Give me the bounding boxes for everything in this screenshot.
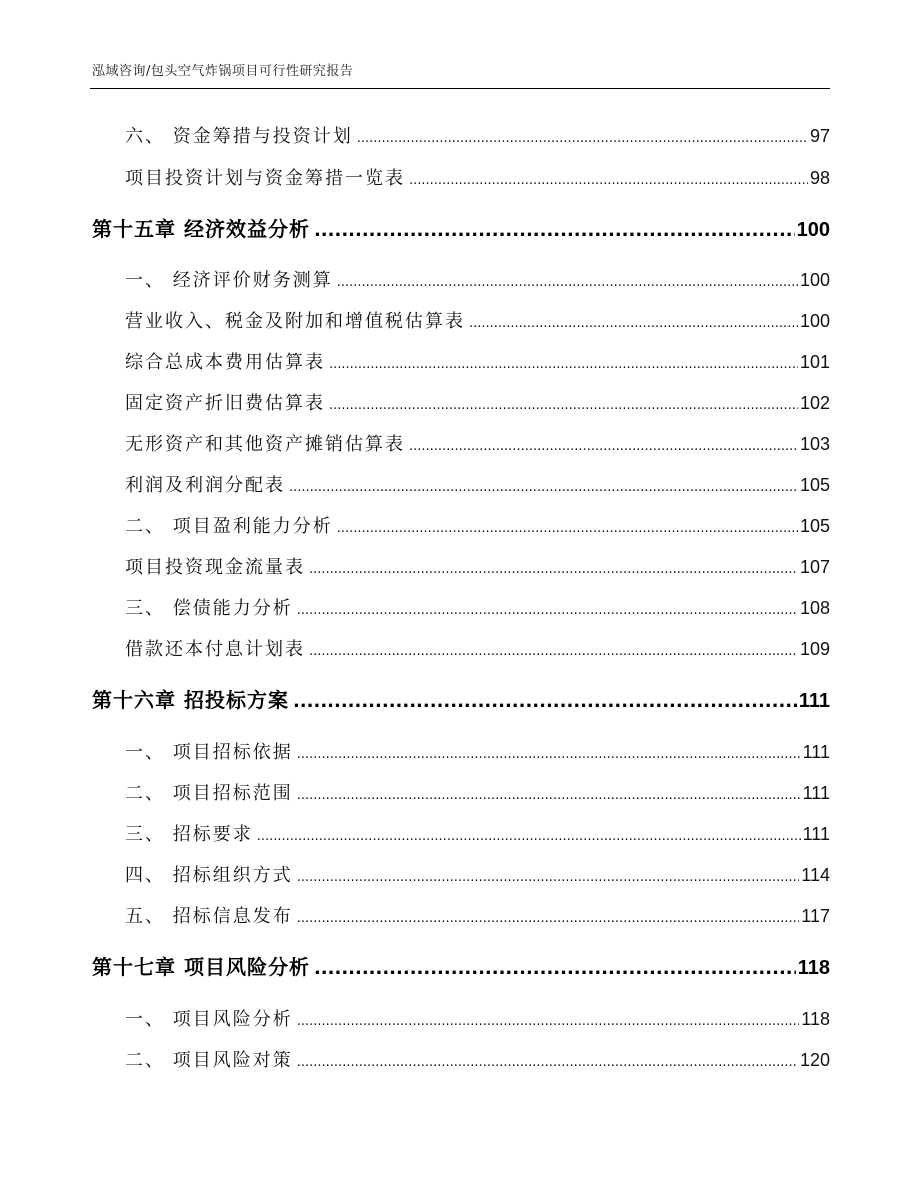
toc-entry[interactable] [125, 122, 830, 148]
toc-entry-page: 117 [801, 906, 830, 926]
toc-entry[interactable] [125, 594, 830, 620]
toc-leader-dots [337, 521, 798, 536]
toc-chapter-entry[interactable] [92, 951, 830, 980]
toc-chapter-entry[interactable] [92, 684, 830, 713]
toc-entry-title: 一、 经济评价财务测算 [125, 270, 333, 291]
toc-entry-page: 97 [809, 126, 830, 146]
toc-entry-page: 111 [802, 824, 830, 844]
toc-entry-page: 109 [799, 639, 830, 659]
toc-leader-dots [329, 357, 798, 372]
toc-leader-dots [297, 603, 798, 618]
running-header: 泓域咨询/包头空气炸锅项目可行性研究报告 [92, 64, 354, 79]
toc-leader-dots [309, 644, 798, 659]
toc-entry-title: 三、 偿债能力分析 [125, 598, 293, 619]
toc-leader-dots [257, 829, 801, 844]
toc-leader-dots [297, 911, 800, 926]
toc-entry-page: 114 [801, 865, 830, 885]
toc-entry[interactable] [125, 1046, 830, 1072]
toc-entry-page: 100 [799, 270, 830, 290]
toc-entry-page: 98 [809, 168, 830, 188]
toc-leader-dots [289, 480, 798, 495]
toc-entry-page: 101 [799, 352, 830, 372]
toc-chapter-page: 118 [797, 957, 830, 979]
toc-entry-page: 118 [801, 1009, 830, 1029]
toc-entry[interactable] [125, 738, 830, 764]
toc-entry-title: 二、 项目盈利能力分析 [125, 516, 333, 537]
toc-leader-dots [314, 220, 795, 241]
toc-entry-title: 借款还本付息计划表 [125, 639, 305, 660]
toc-entry-title: 五、 招标信息发布 [125, 906, 293, 927]
toc-entry[interactable] [125, 430, 830, 456]
toc-leader-dots [409, 173, 808, 188]
toc-entry[interactable] [125, 307, 830, 333]
toc-entry-title: 二、 项目风险对策 [125, 1050, 293, 1071]
toc-entry[interactable] [125, 861, 830, 887]
toc-entry[interactable] [125, 553, 830, 579]
toc-chapter-page: 100 [796, 219, 830, 241]
toc-leader-dots [297, 788, 801, 803]
toc-chapter-title: 第十五章 经济效益分析 [92, 217, 310, 241]
toc-entry-title: 一、 项目风险分析 [125, 1009, 293, 1030]
toc-entry-title: 利润及利润分配表 [125, 475, 285, 496]
toc-entry[interactable] [125, 635, 830, 661]
toc-entry[interactable] [125, 820, 830, 846]
toc-entry-title: 无形资产和其他资产摊销估算表 [125, 434, 405, 455]
toc-leader-dots [297, 870, 800, 885]
toc-entry-page: 102 [799, 393, 830, 413]
toc-entry[interactable] [125, 266, 830, 292]
toc-entry-title: 项目投资计划与资金筹措一览表 [125, 168, 405, 189]
header-rule [90, 88, 830, 89]
toc-entry[interactable] [125, 471, 830, 497]
toc-entry-page: 105 [799, 475, 830, 495]
toc-leader-dots [297, 1014, 800, 1029]
toc-entry[interactable] [125, 512, 830, 538]
toc-entry-title: 综合总成本费用估算表 [125, 352, 325, 373]
toc-entry-page: 105 [799, 516, 830, 536]
toc-leader-dots [297, 1055, 798, 1070]
toc-entry-page: 103 [799, 434, 830, 454]
toc-leader-dots [314, 958, 796, 979]
toc-entry-title: 四、 招标组织方式 [125, 865, 293, 886]
toc-leader-dots [357, 131, 808, 146]
toc-leader-dots [329, 398, 798, 413]
toc-entry-page: 108 [799, 598, 830, 618]
toc-entry[interactable] [125, 902, 830, 928]
toc-entry-page: 100 [799, 311, 830, 331]
toc-chapter-title: 第十七章 项目风险分析 [92, 955, 310, 979]
toc-chapter-entry[interactable] [92, 213, 830, 242]
toc-leader-dots [337, 275, 798, 290]
toc-entry-page: 107 [799, 557, 830, 577]
toc-entry-page: 111 [802, 783, 830, 803]
toc-leader-dots [297, 747, 801, 762]
toc-entry-title: 三、 招标要求 [125, 824, 253, 845]
toc-leader-dots [309, 562, 798, 577]
toc-chapter-title: 第十六章 招投标方案 [92, 688, 289, 712]
toc-chapter-page: 111 [798, 690, 830, 712]
toc-entry[interactable] [125, 164, 830, 190]
toc-entry-title: 一、 项目招标依据 [125, 742, 293, 763]
toc-entry-title: 营业收入、税金及附加和增值税估算表 [125, 311, 465, 332]
toc-leader-dots [469, 316, 798, 331]
toc-leader-dots [293, 691, 797, 712]
toc-entry[interactable] [125, 779, 830, 805]
toc-entry[interactable] [125, 348, 830, 374]
toc-entry-page: 120 [799, 1050, 830, 1070]
toc-entry-page: 111 [802, 742, 830, 762]
toc-entry-title: 二、 项目招标范围 [125, 783, 293, 804]
toc-entry[interactable] [125, 1005, 830, 1031]
toc-entry-title: 固定资产折旧费估算表 [125, 393, 325, 414]
toc-entry-title: 六、 资金筹措与投资计划 [125, 126, 353, 147]
toc-entry-title: 项目投资现金流量表 [125, 557, 305, 578]
toc-entry[interactable] [125, 389, 830, 415]
toc-leader-dots [409, 439, 798, 454]
